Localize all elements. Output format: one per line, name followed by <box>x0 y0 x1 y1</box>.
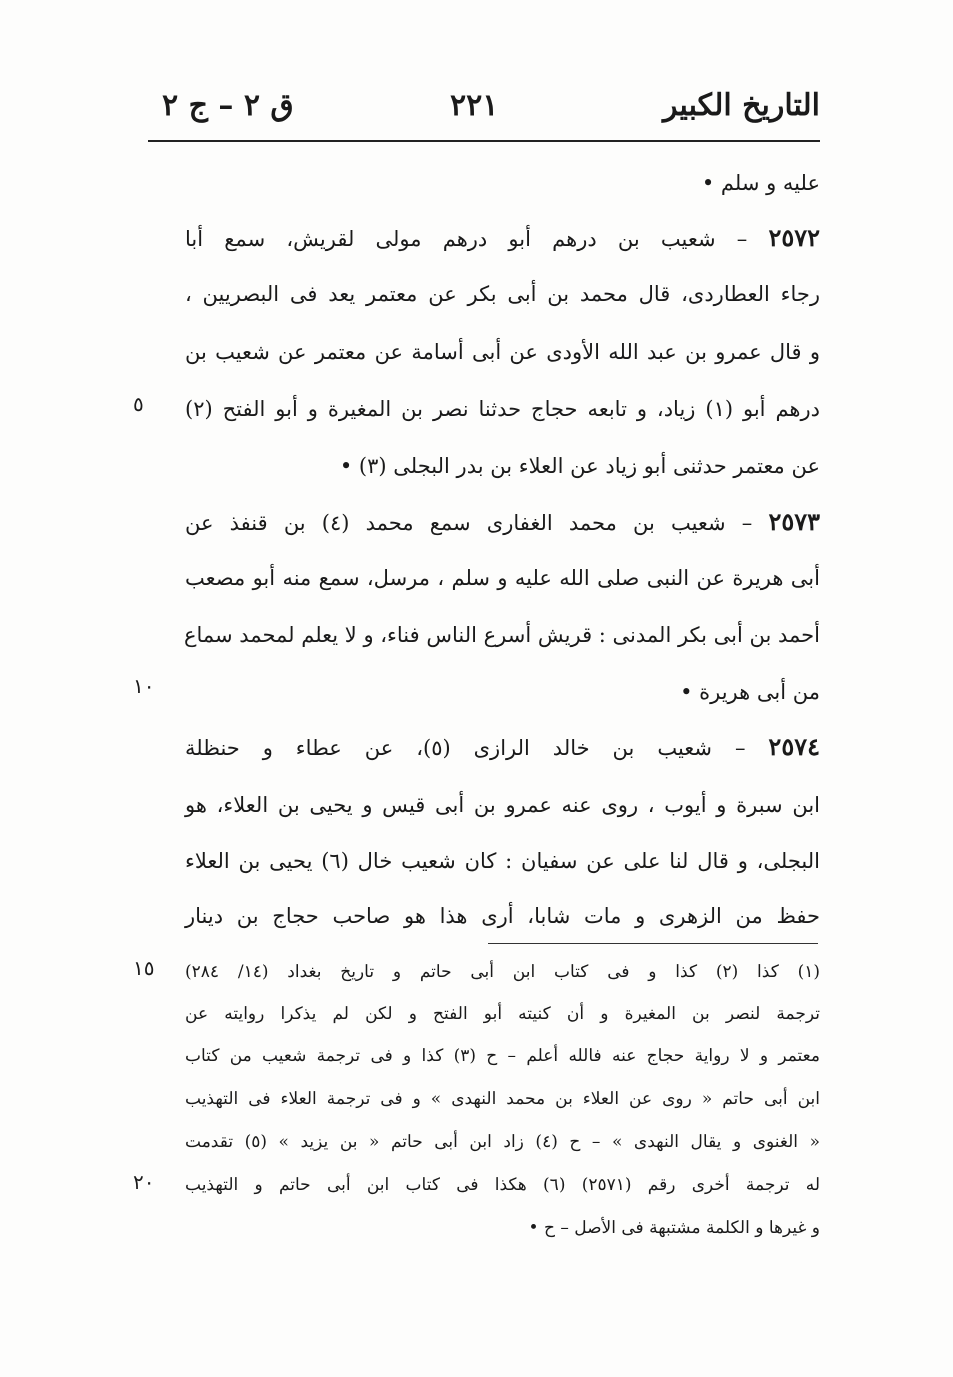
line-number-15: ١٥ <box>133 956 155 980</box>
footnote-line: ترجمة لنصر بن المغيرة و أن كنيته أبو الفتح و لكن لم يذكرا روايته عن <box>185 1004 820 1024</box>
entry-2573-first-line <box>185 502 820 542</box>
entry-number: ٢٥٧٢ <box>768 223 820 252</box>
body-line: حفظ من الزهرى و مات شابا، أرى هذا هو صاحب حجاج بن دينار <box>185 904 820 928</box>
body-line: أبى هريرة عن النبى صلى الله عليه و سلم ، مرسل، سمع منه أبو مصعب <box>185 566 820 590</box>
entry-number: ٢٥٧٣ <box>768 507 821 536</box>
footnote-line: (١) كذا (٢) كذا و فى كتاب ابن أبى حاتم و تاريخ بغداد (١٤/ ٢٨٤) <box>185 962 821 982</box>
book-title: التاريخ الكبير <box>662 88 820 123</box>
body-line: عن معتمر حدثنى أبو زياد عن العلاء بن بدر البجلى (٣) • <box>339 454 820 478</box>
body-line: ابن سبرة و أيوب ، روى عنه عمرو بن أبى قيس و يحيى بن العلاء، هو <box>185 793 820 817</box>
body-line: و قال عمرو بن عبد الله الأودى عن أبى أسامة عن معتمر عن شعيب بن <box>185 340 820 364</box>
entry-2574-first-line <box>185 727 820 767</box>
page-number: ٢٢١ <box>450 88 499 123</box>
footnote-line: « الغنوى و يقال النهدى » – ح (٤) زاد ابن أبى حاتم « بن يزيد » (٥) تقدمت <box>185 1132 820 1152</box>
body-line: رجاء العطاردى، قال محمد بن أبى بكر عن معتمر يعد فى البصريين ، <box>185 282 820 306</box>
body-line: أحمد بن أبى بكر المدنى : قريش أسرع الناس فناء، و لا يعلم لمحمد سماع <box>183 623 820 647</box>
footnote-line: ابن أبى حاتم « روى عن العلاء بن محمد النهدى » و فى ترجمة العلاء فى التهذيب <box>185 1089 820 1109</box>
entry-number: ٢٥٧٤ <box>768 732 820 761</box>
footnote-line: معتمر و لا رواية حجاج عنه فالله أعلم – ح (٣) كذا و فى ترجمة شعيب من كتاب <box>185 1046 820 1066</box>
footnote-line: له ترجمة أخرى رقم (٢٥٧١) (٦) هكذا فى كتاب ابن أبى حاتم و التهذيب <box>185 1175 821 1195</box>
body-line: عليه و سلم • <box>701 171 820 195</box>
body-line: من أبى هريرة • <box>680 680 820 704</box>
line-number-20: ٢٠ <box>133 1170 155 1194</box>
footnote-rule <box>488 943 818 944</box>
header-rule <box>148 140 820 142</box>
volume-label: ق ٢ – ج ٢ <box>162 88 294 123</box>
body-line-text: – شعيب بن محمد الغفارى سمع محمد (٤) بن قنفذ عن <box>185 511 753 535</box>
body-line: درهم أبو (١) زياد، و تابعه حجاج حدثنا نصر بن المغيرة و أبو الفتح (٢) <box>185 397 820 421</box>
line-number-10: ١٠ <box>133 674 155 698</box>
footnote-line: و غيرها و الكلمة مشتبهة فى الأصل – ح • <box>528 1218 820 1238</box>
body-line-text: – شعيب بن خالد الرازى (٥)، عن عطاء و حنظلة <box>185 736 746 760</box>
body-line-text: – شعيب بن درهم أبو درهم مولى لقريش، سمع أبا <box>185 227 748 251</box>
body-line: البجلى، و قال لنا على عن سفيان : كان شعيب خال (٦) يحيى بن العلاء <box>185 849 820 873</box>
entry-2572-first-line <box>185 218 820 258</box>
line-number-5: ٥ <box>133 392 144 416</box>
page-header <box>150 88 820 132</box>
